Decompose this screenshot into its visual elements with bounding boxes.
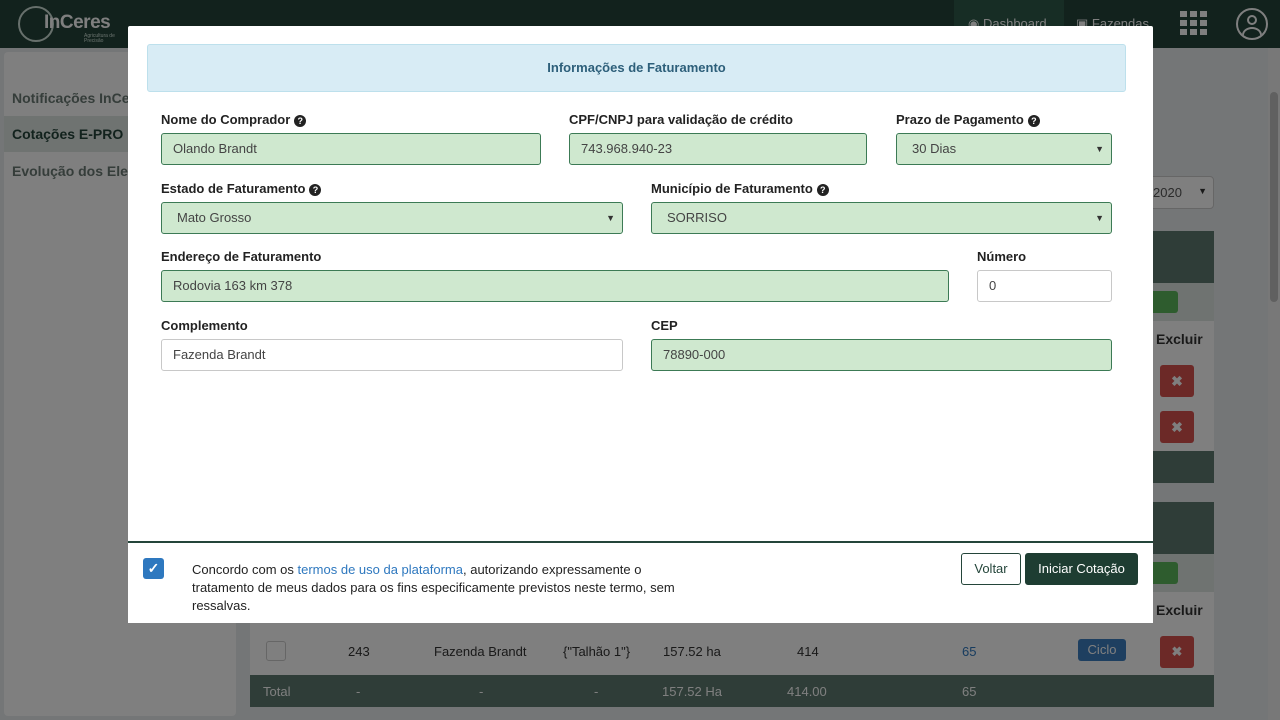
help-icon[interactable]: ? bbox=[817, 184, 829, 196]
terms-link[interactable]: termos de uso da plataforma bbox=[297, 562, 463, 577]
billing-modal bbox=[128, 26, 1153, 623]
cep-input[interactable]: 78890-000 bbox=[651, 339, 1112, 371]
chevron-down-icon: ▼ bbox=[1095, 144, 1104, 154]
address-input[interactable]: Rodovia 163 km 378 bbox=[161, 270, 949, 302]
number-label: Número bbox=[977, 249, 1027, 264]
modal-title: Informações de Faturamento bbox=[147, 44, 1126, 92]
back-button[interactable]: Voltar bbox=[961, 553, 1021, 585]
help-icon[interactable]: ? bbox=[1028, 115, 1040, 127]
buyer-name-label: Nome do Comprador ? bbox=[161, 112, 306, 127]
buyer-name-input[interactable]: Olando Brandt bbox=[161, 133, 541, 165]
address-label: Endereço de Faturamento bbox=[161, 249, 322, 264]
chevron-down-icon: ▼ bbox=[1095, 213, 1104, 223]
cep-label: CEP bbox=[651, 318, 678, 333]
start-quotation-button[interactable]: Iniciar Cotação bbox=[1025, 553, 1138, 585]
terms-text bbox=[192, 561, 692, 615]
modal-footer bbox=[128, 541, 1153, 623]
complement-input[interactable]: Fazenda Brandt bbox=[161, 339, 623, 371]
number-input[interactable]: 0 bbox=[977, 270, 1112, 302]
state-value: Mato Grosso bbox=[177, 210, 252, 225]
state-select[interactable] bbox=[161, 202, 623, 234]
help-icon[interactable]: ? bbox=[309, 184, 321, 196]
help-icon[interactable]: ? bbox=[294, 115, 306, 127]
city-label: Município de Faturamento ? bbox=[651, 181, 829, 196]
complement-label: Complemento bbox=[161, 318, 248, 333]
terms-prefix: Concordo com os bbox=[192, 562, 298, 577]
city-value: SORRISO bbox=[667, 210, 727, 225]
payment-term-label: Prazo de Pagamento ? bbox=[896, 112, 1040, 127]
payment-term-value: 30 Dias bbox=[912, 141, 957, 156]
city-select[interactable] bbox=[651, 202, 1112, 234]
chevron-down-icon: ▼ bbox=[606, 213, 615, 223]
checkmark-icon: ✓ bbox=[147, 560, 160, 576]
terms-suffix: , autorizando expressamente o tratamento de meus dados para os fins especificamente previstos neste termo, sem ressalvas. bbox=[192, 562, 675, 613]
cpf-cnpj-label: CPF/CNPJ para validação de crédito bbox=[569, 112, 793, 127]
cpf-cnpj-input[interactable]: 743.968.940-23 bbox=[569, 133, 867, 165]
payment-term-select[interactable] bbox=[896, 133, 1112, 165]
state-label: Estado de Faturamento ? bbox=[161, 181, 321, 196]
terms-checkbox[interactable] bbox=[143, 558, 164, 579]
